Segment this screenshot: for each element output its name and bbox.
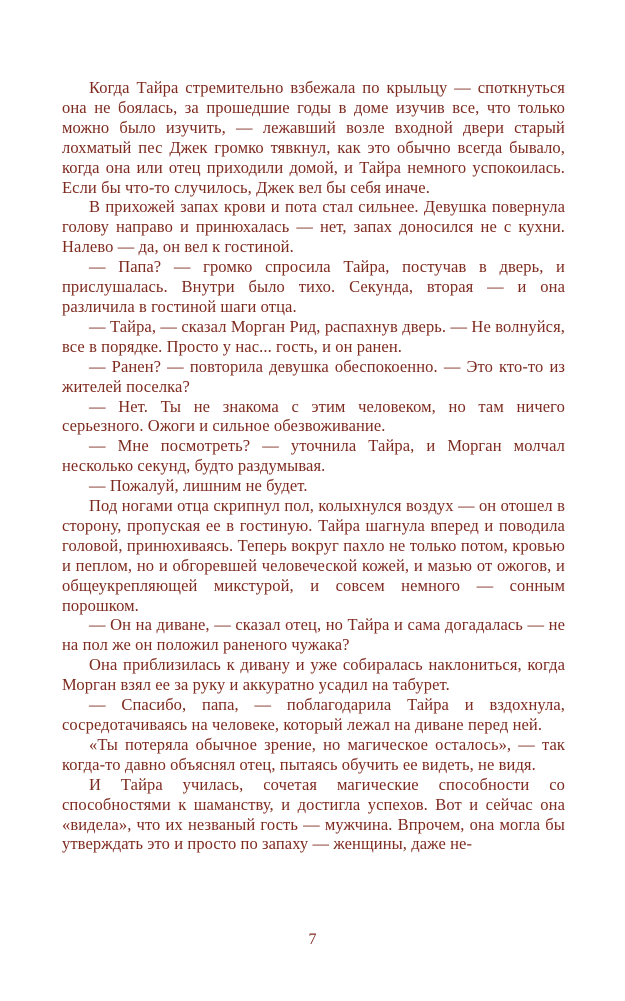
paragraph: — Пожалуй, лишним не будет. [89,476,308,496]
paragraph: — Спасибо, папа, — поблагодарила Тайра и вздохнула, сосредотачиваясь на человеке, который лежал на диване перед ней. [62,695,565,734]
text-block [62,78,565,854]
paragraph: «Ты потеряла обычное зрение, но магическое осталось», — так когда-то давно объяснял отец, пытаясь обучить ее видеть, не видя. [62,734,565,774]
paragraph: — Ранен? — повторила девушка обеспокоенно. — Это кто-то из жителей поселка? [62,356,565,396]
paragraph: В прихожей запах крови и пота стал сильнее. Девушка повернула голову направо и принюхалась — нет, запах доносился не с кухни. Налево — да, он вел к гостиной. [62,197,565,257]
paragraph: Под ногами отца скрипнул пол, колыхнулся воздух — он отошел в сторону, пропуская ее в гостиную. Тайра шагнула вперед и поводила головой, принюхиваясь. Теперь вокруг пахло не только потом, кровью и пеплом, но и обгоревшей человеческой кожей, и мазью от ожогов, и общеукрепляющей микстурой, и совсем немного — сонным порошком. [62,496,565,615]
paragraph: — Мне посмотреть? — уточнила Тайра, и Морган молчал несколько секунд, будто раздумывая. [62,436,565,476]
paragraph: Когда Тайра стремительно взбежала по крыльцу — споткнуться она не боялась, за прошедшие годы в доме изучив все, что только можно было изучить, — лежавший возле входной двери старый лохматый пес Джек громко тявкнул, как это обычно всегда бывало, когда она или отец приходили домой, и Тайра немного успокоилась. Если бы что-то случилось, Джек вел бы себя иначе. [62,78,565,197]
paragraph: — Папа? — громко спросила Тайра, постучав в дверь, и прислушалась. Внутри было тихо. Секунда, вторая — и она различила в гостиной шаги отца. [62,257,565,316]
paragraph: — Тайра, — сказал Морган Рид, распахнув дверь. — Не волнуйся, все в порядке. Просто у нас... гость, и он ранен. [62,316,565,356]
paragraph: — Нет. Ты не знакома с этим человеком, но там ничего серьезного. Ожоги и сильное обезвоживание. [62,396,565,436]
paragraph: И Тайра училась, сочетая магические способности со способностями к шаманству, и достигла успехов. Вот и сейчас она «видела», что их незваный гость — мужчина. Впрочем, она могла бы утверждать это и просто по запаху — женщины, даже не- [62,774,565,854]
page-number: 7 [308,931,317,948]
paragraph: Она приблизилась к дивану и уже собиралась наклониться, когда Морган взял ее за руку и аккуратно усадил на табурет. [62,655,565,695]
paragraph: — Он на диване, — сказал отец, но Тайра и сама догадалась — не на пол же он положил раненого чужака? [62,615,565,655]
